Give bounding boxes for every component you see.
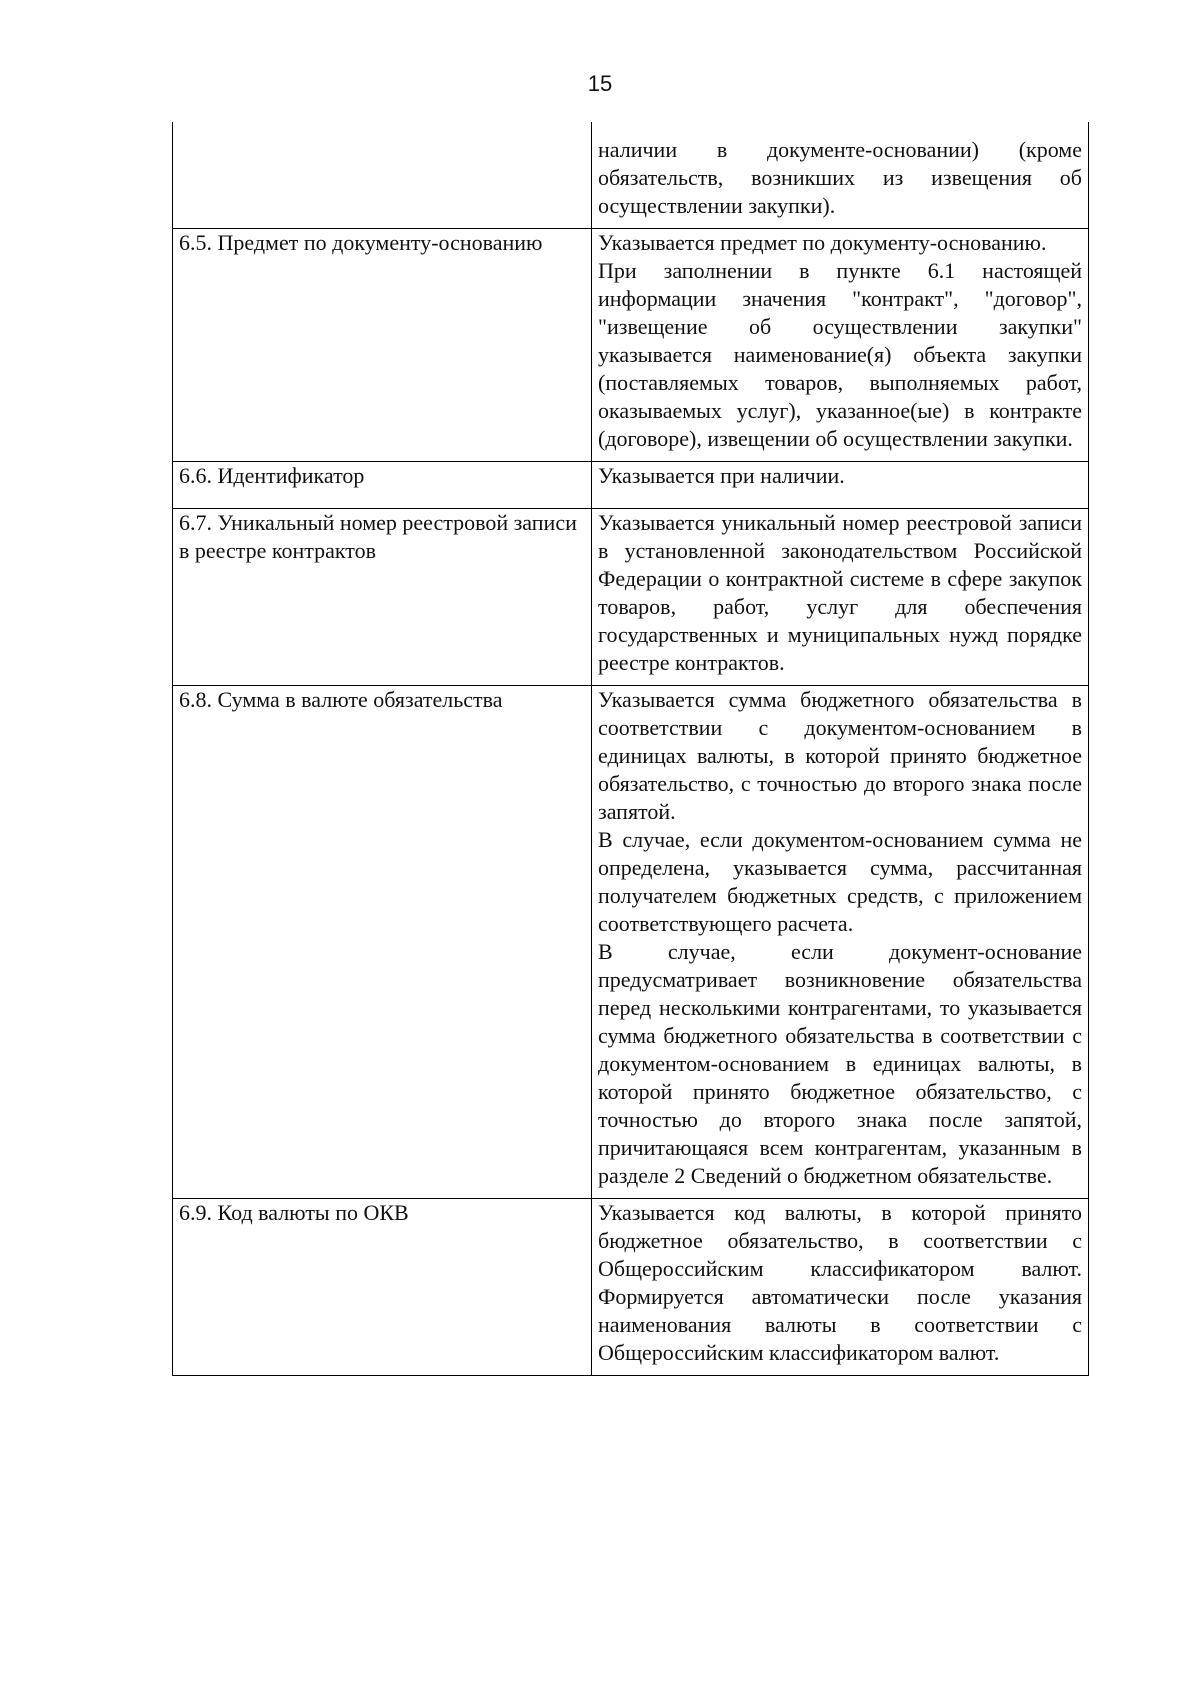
row-description-cell — [592, 462, 1089, 509]
row-field-cell: 6.6. Идентификатор — [173, 462, 592, 509]
row-description-cell — [592, 1199, 1089, 1376]
table-row-continuation — [173, 122, 1089, 229]
table-row-6-9 — [173, 1199, 1089, 1376]
row-field-cell: 6.8. Сумма в валюте обязательства — [173, 686, 592, 1199]
description-paragraph: Указывается уникальный номер реестровой записи в установленной законодательством Российской Федерации о контрактной системе в сфере закупок товаров, работ, услуг для обеспечения государственных и муниципальных нужд порядке реестре контрактов. — [598, 510, 1082, 675]
row-description-cell — [592, 229, 1089, 462]
description-paragraph: При заполнении в пункте 6.1 настоящей информации значения "контракт", "договор", "извещение об осуществлении закупки" указывается наименование(я) объекта закупки (поставляемых товаров, выполняемых работ, оказываемых услуг), указанное(ые) в контракте (договоре), извещении об осуществлении закупки. — [598, 258, 1082, 451]
row-description-cell — [592, 122, 1089, 229]
table-row-6-5 — [173, 229, 1089, 462]
row-field-cell — [173, 122, 592, 229]
row-description-cell — [592, 686, 1089, 1199]
table-row-6-7 — [173, 509, 1089, 686]
description-paragraph: В случае, если документ-основание предусматривает возникновение обязательства перед несколькими контрагентами, то указывается сумма бюджетного обязательства в соответствии с документом-основанием в единицах валюты, в которой принято бюджетное обязательство, с точностью до второго знака после запятой, причитающаяся всем контрагентам, указанным в разделе 2 Сведений о бюджетном обязательстве. — [598, 939, 1082, 1188]
row-field-cell: 6.9. Код валюты по ОКВ — [173, 1199, 592, 1376]
table-row-6-6 — [173, 462, 1089, 509]
row-field-cell: 6.5. Предмет по документу-основанию — [173, 229, 592, 462]
row-field-cell: 6.7. Уникальный номер реестровой записи в реестре контрактов — [173, 509, 592, 686]
description-paragraph: В случае, если документом-основанием сумма не определена, указывается сумма, рассчитанная получателем бюджетных средств, с приложением соответствующего расчета. — [598, 827, 1082, 936]
description-paragraph: Указывается код валюты, в которой принято бюджетное обязательство, в соответствии с Общероссийским классификатором валют. Формируется автоматически после указания наименования валюты в соответствии с Общероссийским классификатором валют. — [598, 1200, 1082, 1365]
requirements-table — [172, 122, 1089, 1376]
description-paragraph: Указывается предмет по документу-основанию. — [598, 230, 1047, 255]
description-paragraph: Указывается при наличии. — [598, 463, 845, 488]
row-description-cell — [592, 509, 1089, 686]
description-paragraph: наличии в документе-основании) (кроме обязательств, возникших из извещения об осуществлении закупки). — [598, 137, 1082, 218]
description-paragraph: Указывается сумма бюджетного обязательства в соответствии с документом-основанием в единицах валюты, в которой принято бюджетное обязательство, с точностью до второго знака после запятой. — [598, 687, 1082, 824]
table-row-6-8 — [173, 686, 1089, 1199]
page-number: 15 — [587, 71, 613, 96]
